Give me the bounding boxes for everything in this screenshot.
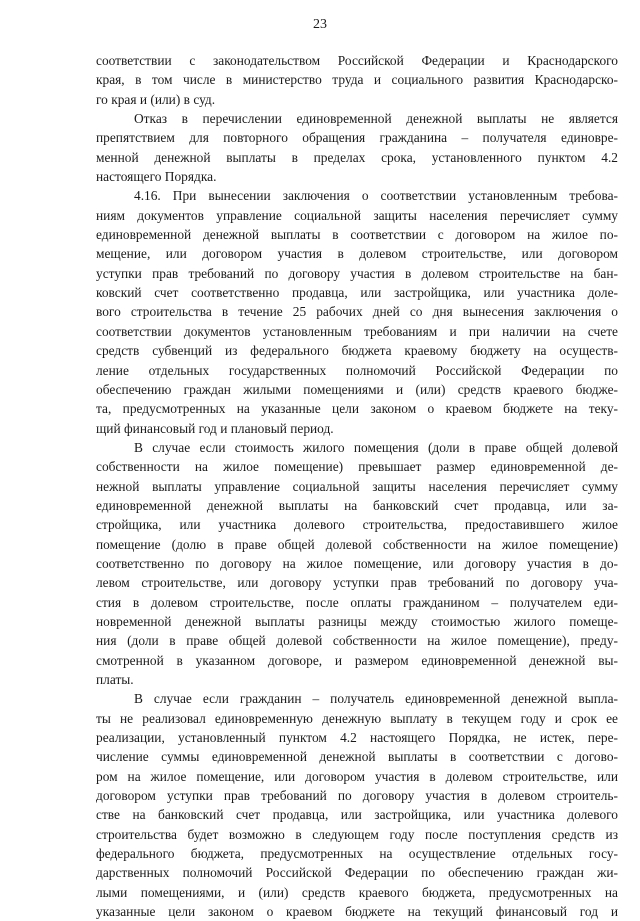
text-line: соответствии с законодательством Российской Федерации и Краснодарского [96, 53, 618, 68]
text-line: ление отдельных государственных полномочий Российской Федерации по [96, 362, 618, 378]
text-line: реализации, установленный пунктом 4.2 настоящего Порядка, не истек, пере- [96, 730, 618, 746]
text-line: Отказ в перечислении единовременной денежной выплаты не является [134, 111, 618, 127]
text-line: ния (доли в праве общей долевой собственности на жилое помещение), преду- [96, 633, 618, 649]
text-line: помещение (долю в праве общей долевой собственности на жилое помещение) [96, 536, 618, 552]
text-line: дарственных полномочий Российской Федерации по обеспечению граждан жи- [96, 865, 618, 881]
text-line: ниям документов управление социальной защиты населения перечисляет сумму [96, 207, 618, 223]
text-line: новременной денежной выплаты разницы между стоимостью жилого помеще- [96, 613, 618, 629]
text-line: числение суммы единовременной денежной выплаты в соответствии с догово- [96, 749, 618, 765]
text-line: стройщика, или участника долевого строительства, предоставившего жилое [96, 517, 618, 533]
text-line: ты не реализовал единовременную денежную выплату в текущем году и срок ее [96, 710, 618, 726]
text-line: платы. [96, 672, 134, 687]
text-line: средств субвенций из федерального бюджета краевому бюджету на осуществ- [96, 343, 618, 359]
text-line: стве на банковский счет продавца, или застройщика, или участника долевого [96, 807, 618, 823]
text-line: ковский счет соответственно продавца, или застройщика, или участника доле- [96, 285, 618, 301]
text-line: соответственно по договору на жилое помещение, или договору участия в до- [96, 555, 618, 571]
text-line: та, предусмотренных на указанные цели законом о краевом бюджете на теку- [96, 401, 618, 417]
text-line: единовременной денежной выплаты на банковский счет продавца, или за- [96, 497, 618, 513]
text-line: вого строительства в течение 25 рабочих дней со дня вынесения заключения о [96, 304, 618, 320]
text-line: строительства будет возможно в следующем году после поступления средств из [96, 826, 618, 842]
page-number: 23 [313, 17, 327, 32]
text-line: лыми помещениями, и (или) средств краевого бюджета, предусмотренных на [96, 884, 618, 900]
text-line: В случае если стоимость жилого помещения (доли в праве общей долевой [134, 439, 618, 455]
text-line: препятствием для повторного обращения гражданина – получателя единовре- [96, 130, 618, 146]
text-line: обеспечению граждан жилыми помещениями и (или) средств краевого бюдже- [96, 381, 618, 397]
text-line: смотренной в указанном договоре, и размером единовременной денежной вы- [96, 652, 618, 668]
text-line: нежной выплаты управление социальной защиты населения перечисляет сумму [96, 478, 618, 494]
text-line: го края и (или) в суд. [96, 91, 216, 107]
text-line: федерального бюджета, предусмотренных на осуществление отдельных госу- [96, 846, 618, 862]
text-line: единовременной денежной выплаты в соответствии с договором на жилое по- [96, 227, 618, 243]
text-line: договором уступки прав требований по договору участия в долевом строитель- [96, 788, 618, 804]
text-line: уступки прав требований по договору участия в долевом строительстве на бан- [96, 265, 618, 281]
text-line: мещение, или договором участия в долевом строительстве, или договором [96, 246, 618, 262]
text-line: соответствии документов установленным требованиям и при наличии на счете [96, 323, 618, 339]
text-line: менной денежной выплаты в пределах срока, установленного пунктом 4.2 [96, 149, 618, 165]
text-line: настоящего Порядка. [96, 169, 217, 185]
text-line: щий финансовый год и плановый период. [96, 420, 334, 436]
text-line: левом строительстве, или договору уступки прав требований по договору уча- [96, 575, 618, 591]
body-text [96, 51, 618, 921]
text-line: В случае если гражданин – получатель единовременной денежной выпла- [134, 691, 618, 707]
text-line: собственности на жилое помещение) превышает размер единовременной де- [96, 459, 618, 475]
text-line: края, в том числе в министерство труда и социального развития Краснодарско- [96, 72, 618, 88]
text-line: указанные цели законом о краевом бюджете на текущий финансовый год и [96, 904, 618, 920]
text-line: ром на жилое помещение, или договором участия в долевом строительстве, или [96, 768, 618, 784]
text-line: стия в долевом строительстве, после оплаты гражданином – получателем еди- [96, 594, 618, 610]
text-line: 4.16. При вынесении заключения о соответствии установленным требова- [134, 188, 618, 204]
